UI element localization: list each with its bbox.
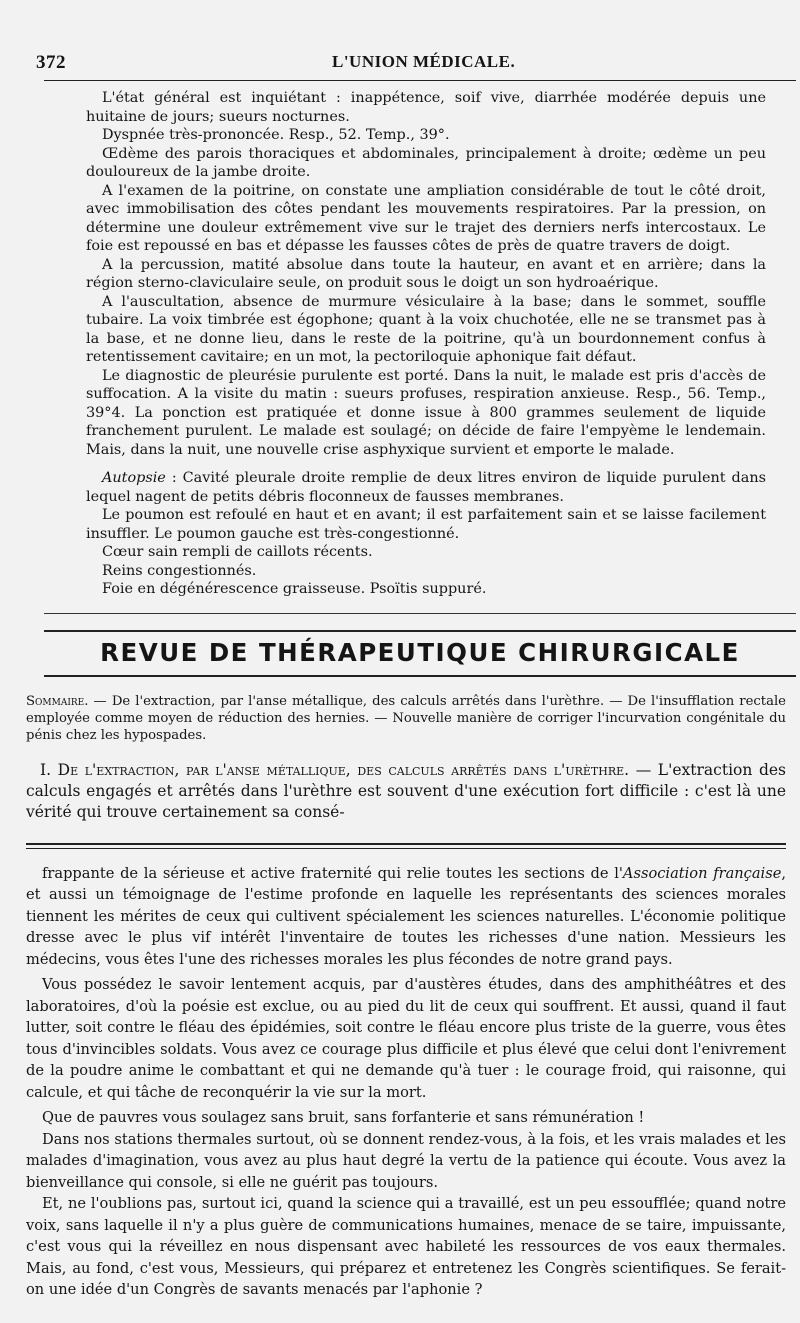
case-paragraph: A l'examen de la poitrine, on constate une ampliation considérable de tout le côté droit, avec immobilisation des côtes pendant les mouvements respiratoires. Par la pression, on détermine une douleur extrêmement vive sur le trajet des derniers nerfs intercostaux. Le foie est repoussé en bas et dépasse les fausses côtes de près de quatre travers de doigt. — [86, 182, 766, 254]
speech-paragraph: Dans nos stations thermales surtout, où se donnent rendez-vous, à la fois, et les vrais malades et les malades d'imagination, vous avez au plus haut degré la vertu de la patience qui écoute. Vous avez la bienveillance qui console, si elle ne guérit pas toujours. — [26, 1130, 786, 1191]
speech-paragraph: Vous possédez le savoir lentement acquis, par d'austères études, dans des amphithéâtres et des laboratoires, d'où la poésie est exclue, ou au pied du lit de ceux qui souffrent. Et aussi, quand il faut lutter, soit contre le fléau des épidémies, soit contre le fléau encore plus triste de la guerre, vous êtes tous d'invincibles soldats. Vous avez ce courage plus difficile et plus élevé que celui dont l'enivrement de la poudre anime le combattant et qui ne demande qu'à tuer : le courage froid, qui raisonne, qui calcule, et qui tâche de reconquérir la vie sur la mort. — [26, 976, 786, 1101]
feuilleton-speech — [26, 863, 786, 1301]
case-paragraph: Reins congestionnés. — [102, 562, 257, 579]
autopsie-label: Autopsie — [102, 470, 166, 486]
header-rule — [44, 80, 796, 81]
autopsie-paragraph — [86, 469, 766, 506]
section-intro — [26, 760, 786, 823]
intro-heading: I. De l'extraction, par l'anse métallique, des calculs arrêtés dans l'urèthre. — [40, 760, 630, 779]
case-paragraph: A la percussion, matité absolue dans toute la hauteur, en avant et en arrière; dans la région sterno-claviculaire seule, on produit sous le doigt un son hydroaérique. — [86, 256, 766, 291]
case-paragraph: Dyspnée très-prononcée. Resp., 52. Temp., 39°. — [102, 127, 450, 143]
sommaire — [26, 693, 786, 744]
speech-paragraph: Et, ne l'oublions pas, surtout ici, quand la science qui a travaillé, est un peu essoufflée; quand notre voix, sans laquelle il n'y a plus guère de communications humaines, menace de se taire, impuissante, c'est vous qui la réveillez en nous dispensant avec habileté les ressources de vos eaux thermales. Mais, au fond, c'est vous, Messieurs, qui préparez et entretenez les Congrès scientifiques. Se ferait-on une idée d'un Congrès de savants menacés par l'aphonie ? — [26, 1195, 786, 1298]
sommaire-text: — De l'extraction, par l'anse métallique, des calculs arrêtés dans l'urèthre. — De l'insufflation rectale employée comme moyen de réduction des hernies. — Nouvelle manière de corriger l'incurvation congénitale du pénis chez les hypospades. — [26, 693, 786, 743]
case-paragraph: Le diagnostic de pleurésie purulente est porté. Dans la nuit, le malade est pris d'accès de suffocation. A la visite du matin : sueurs profuses, respiration anxieuse. Resp., 56. Temp., 39°4. La ponction est pratiquée et donne issue à 800 grammes seulement de liquide franchement purulent. Le malade est soulagé; on décide de faire l'empyème le lendemain. Mais, dans la nuit, une nouvelle crise asphyxique survient et emporte le malade. — [86, 367, 766, 458]
case-paragraph: Foie en dégénérescence graisseuse. Psoïtis suppuré. — [102, 581, 487, 597]
page-number: 372 — [36, 52, 66, 73]
speech-text: , et aussi un témoignage de l'estime profonde en laquelle les représentants des sciences morales tiennent les mérites de ceux qui cultivent spécialement les sciences naturelles. L'économie politique dresse avec le plus vif intérêt l'inventaire de toutes les richesses d'une nation. Messieurs les médecins, vous êtes l'une des richesses morales les plus fécondes de notre grand pays. — [26, 864, 786, 968]
speech-paragraph — [26, 863, 786, 971]
case-paragraph: L'état général est inquiétant : inappétence, soif vive, diarrhée modérée depuis une huitaine de jours; sueurs nocturnes. — [86, 90, 766, 125]
case-report — [86, 89, 766, 599]
running-title: L'UNION MÉDICALE. — [332, 52, 516, 71]
case-paragraph: Cœur sain rempli de caillots récents. — [102, 544, 373, 560]
page-header — [36, 48, 766, 80]
case-paragraph: Œdème des parois thoraciques et abdominales, principalement à droite; œdème un peu douloureux de la jambe droite. — [86, 145, 766, 180]
speech-text: frappante de la sérieuse et active fraternité qui relie toutes les sections de l' — [42, 864, 623, 882]
section-title: REVUE DE THÉRAPEUTIQUE CHIRURGICALE — [44, 630, 796, 677]
section-divider — [44, 613, 796, 614]
speech-paragraph: Que de pauvres vous soulagez sans bruit, sans forfanterie et sans rémunération ! — [42, 1109, 645, 1126]
case-paragraph: A l'auscultation, absence de murmure vésiculaire à la base; dans le sommet, souffle tubaire. La voix timbrée est égophone; quant à la voix chuchotée, elle ne se transmet pas à la base, et ne donne lieu, dans le reste de la poitrine, qu'à un bourdonnement confus à retentissement cavitaire; en un mot, la pectoriloquie aphonique fait défaut. — [86, 293, 766, 365]
sommaire-label: Sommaire. — [26, 693, 89, 709]
autopsie-text: : Cavité pleurale droite remplie de deux litres environ de liquide purulent dans lequel nagent de petits débris floconneux de fausses membranes. — [86, 470, 766, 505]
feuilleton-rule — [26, 843, 786, 849]
intro-text: — L'extraction des calculs engagés et arrêtés dans l'urèthre est souvent d'une exécution fort difficile : c'est là une vérité qui trouve certainement sa consé- — [26, 760, 787, 821]
case-paragraph: Le poumon est refoulé en haut et en avant; il est parfaitement sain et se laisse facilement insuffler. Le poumon gauche est très-congestionné. — [86, 507, 766, 542]
association-name: Association française — [622, 864, 782, 882]
